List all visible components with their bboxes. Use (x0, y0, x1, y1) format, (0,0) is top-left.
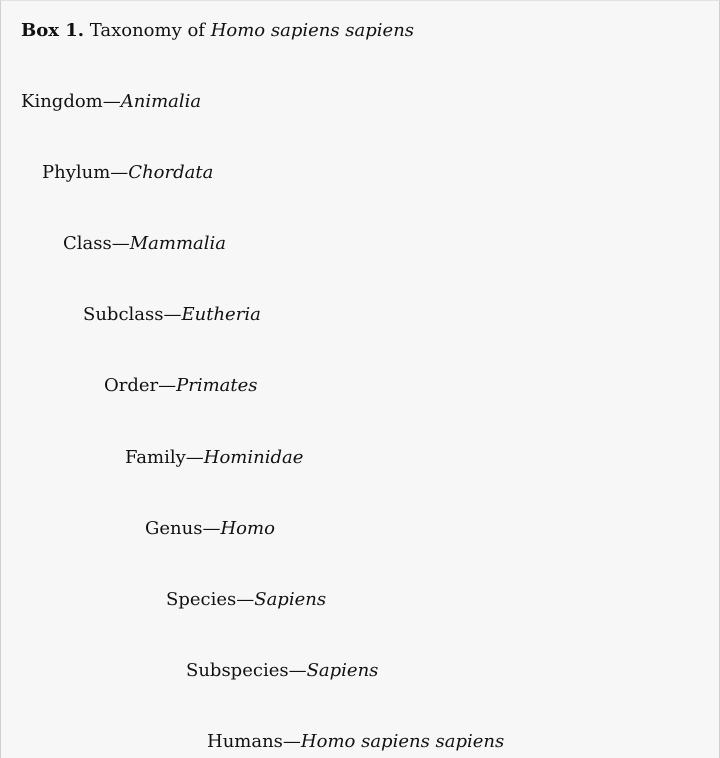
taxon-name: Homo (220, 518, 275, 539)
taxon-name: Mammalia (129, 233, 227, 254)
taxon-name: Eutheria (181, 304, 261, 325)
rank-kingdom (21, 90, 201, 114)
rank-separator: — (158, 375, 177, 396)
rank-separator: — (288, 660, 307, 681)
taxon-name: Chordata (128, 162, 214, 183)
taxon-name: Primates (176, 375, 258, 396)
rank-separator: — (163, 304, 182, 325)
box-label: Box 1. (21, 20, 85, 41)
taxon-name: Hominidae (203, 447, 304, 468)
rank-name: Order (104, 375, 159, 396)
taxon-name: Sapiens (306, 660, 379, 681)
rank-genus (145, 517, 275, 541)
rank-separator: — (202, 518, 221, 539)
rank-separator: — (236, 589, 255, 610)
rank-name: Kingdom (21, 91, 103, 112)
rank-separator: — (111, 233, 130, 254)
rank-name: Subspecies (186, 660, 289, 681)
rank-class (63, 232, 226, 256)
rank-humans (207, 730, 504, 754)
rank-separator: — (282, 731, 301, 752)
rank-name: Family (125, 447, 186, 468)
box-title (21, 19, 414, 43)
box-title-species: Homo sapiens sapiens (210, 20, 415, 41)
rank-name: Class (63, 233, 112, 254)
rank-order (104, 374, 258, 398)
rank-separator: — (102, 91, 121, 112)
rank-species (166, 588, 326, 612)
rank-name: Phylum (42, 162, 111, 183)
rank-subclass (83, 303, 261, 327)
rank-separator: — (185, 447, 204, 468)
taxon-name: Sapiens (254, 589, 327, 610)
rank-separator: — (110, 162, 129, 183)
rank-subspecies (186, 659, 378, 683)
taxon-name: Homo sapiens sapiens (300, 731, 505, 752)
rank-family (125, 446, 303, 470)
rank-name: Humans (207, 731, 283, 752)
box-title-prefix: Taxonomy of (84, 20, 211, 41)
rank-phylum (42, 161, 213, 185)
rank-name: Species (166, 589, 237, 610)
rank-name: Genus (145, 518, 203, 539)
taxon-name: Animalia (120, 91, 202, 112)
rank-name: Subclass (83, 304, 164, 325)
